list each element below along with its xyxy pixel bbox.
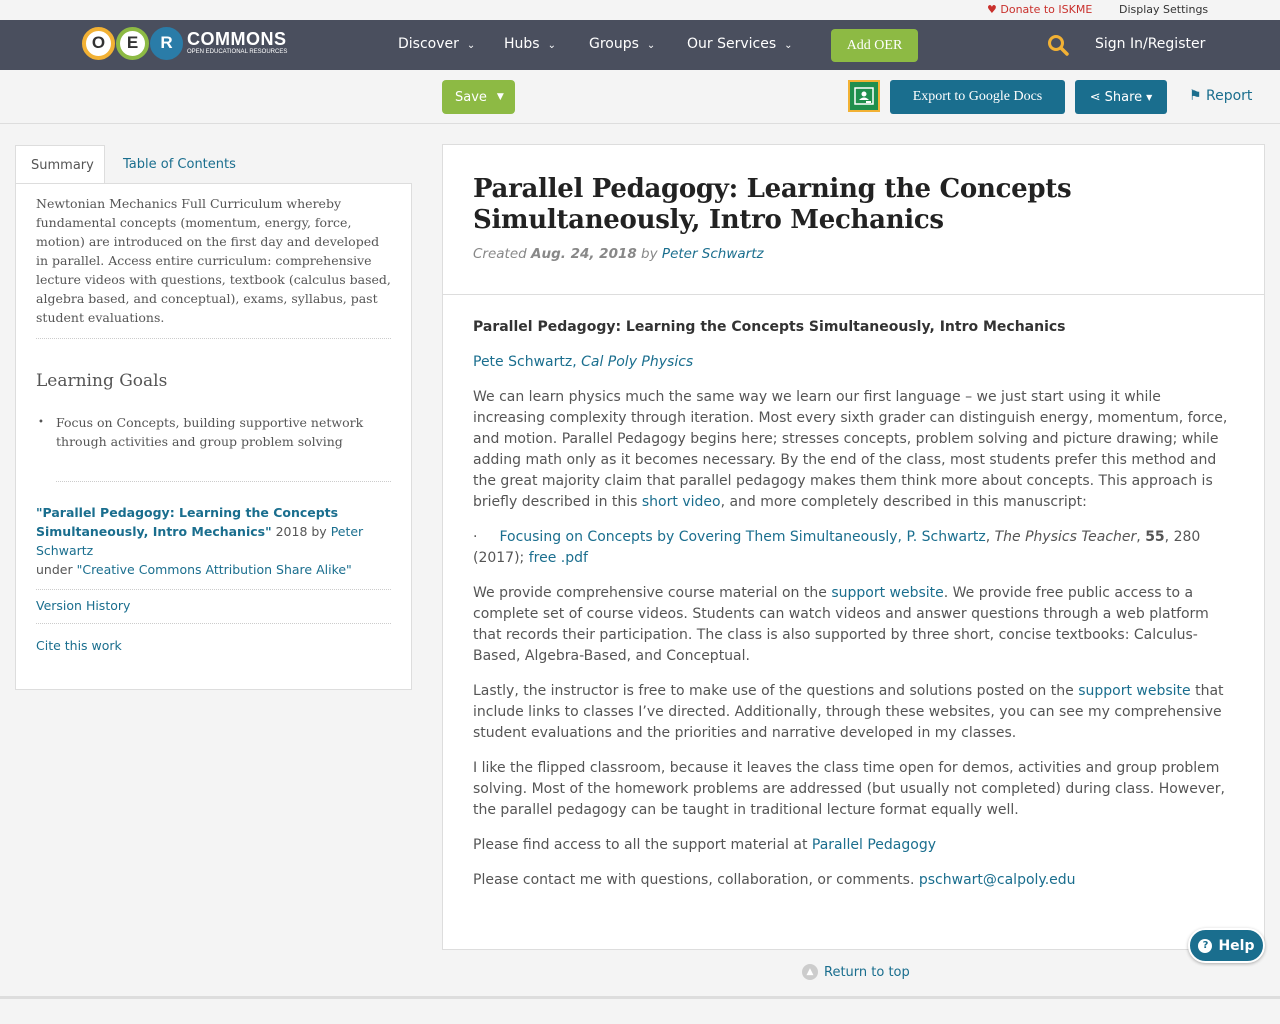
parallel-pedagogy-link[interactable]: Parallel Pedagogy — [811, 837, 936, 853]
share-icon: ⋖ — [1089, 89, 1101, 105]
help-button[interactable]: ? Help — [1188, 928, 1265, 963]
logo-letter-e: E — [116, 27, 149, 60]
google-classroom-icon — [854, 86, 874, 106]
learning-goals-heading: Learning Goals — [36, 371, 168, 391]
author-line: Pete Schwartz, Cal Poly Physics — [473, 354, 694, 370]
paragraph-course-material: We provide comprehensive course material on the support website. We provide free public access to a complete set of course videos. Students can watch videos and answer questions through a web platform that records their participation. The class is also supported by three short, concise textbooks: Calculus-Based, Algebra-Based, and Conceptual. — [473, 585, 1209, 664]
logo-letter-o: O — [82, 27, 115, 60]
resource-body — [443, 295, 1264, 891]
email-link[interactable]: pschwart@calpoly.edu — [918, 872, 1076, 888]
search-icon[interactable] — [1047, 34, 1069, 56]
main-navbar — [0, 20, 1280, 70]
export-google-docs-button[interactable]: Export to Google Docs — [890, 80, 1065, 114]
created-date: Aug. 24, 2018 — [531, 246, 637, 262]
free-pdf-link[interactable]: free .pdf — [528, 550, 588, 566]
body-heading: Parallel Pedagogy: Learning the Concepts Simultaneously, Intro Mechanics — [473, 319, 1066, 335]
author-name-link[interactable]: Pete Schwartz — [473, 354, 573, 370]
add-oer-button[interactable]: Add OER — [831, 29, 918, 62]
summary-panel — [15, 183, 412, 690]
display-settings-link[interactable]: Display Settings — [1119, 3, 1209, 16]
reference-item: · Focusing on Concepts by Covering Them Simultaneously, P. Schwartz, The Physics Teacher, 55, 280 (2017); free .pdf — [473, 529, 1201, 566]
chevron-down-icon: ⌄ — [466, 40, 476, 51]
chevron-down-icon: ⌄ — [784, 40, 793, 51]
page-title: Parallel Pedagogy: Learning the Concepts Simultaneously, Intro Mechanics — [473, 174, 1072, 235]
google-classroom-button[interactable] — [848, 80, 880, 112]
caret-down-icon: ▼ — [496, 92, 504, 102]
nav-groups[interactable]: Groups ⌄ — [589, 36, 656, 52]
nav-hubs[interactable]: Hubs ⌄ — [504, 36, 556, 52]
heart-icon: ♥ — [987, 3, 997, 16]
save-button[interactable]: Save ▼ — [442, 80, 515, 114]
paragraph-access: Please find access to all the support material at Parallel Pedagogy — [473, 837, 936, 853]
nav-our-services[interactable]: Our Services ⌄ — [687, 36, 793, 52]
caret-down-icon: ▼ — [1146, 92, 1153, 102]
return-to-top-link[interactable]: ▲ Return to top — [802, 964, 910, 980]
resource-toolbar — [0, 70, 1280, 124]
chevron-down-icon: ⌄ — [547, 40, 556, 51]
utility-bar — [0, 0, 1280, 20]
logo-wordmark: COMMONS OPEN EDUCATIONAL RESOURCES — [187, 29, 288, 55]
attribution: "Parallel Pedagogy: Learning the Concepts Simultaneously, Intro Mechanics" 2018 by Peter Schwartz under "Creative Commons Attribution Share Alike" — [36, 503, 391, 590]
sign-in-register-link[interactable]: Sign In/Register — [1095, 36, 1206, 52]
manuscript-link[interactable]: Focusing on Concepts by Covering Them Simultaneously, P. Schwartz — [499, 529, 986, 545]
affiliation-link[interactable]: Cal Poly Physics — [581, 354, 694, 370]
support-website-link-2[interactable]: support website — [1078, 683, 1191, 699]
report-link[interactable]: ⚑ Report — [1189, 88, 1253, 104]
share-button[interactable]: ⋖ Share ▼ — [1075, 80, 1167, 114]
author-link[interactable]: Peter Schwartz — [661, 246, 764, 262]
flag-icon: ⚑ — [1189, 88, 1202, 104]
paragraph-flipped: I like the flipped classroom, because it leaves the class time open for demos, activities and group problem solving. Most of the homework problems are addressed (but usually not completed) during class. However, the parallel pedagogy can be taught in traditional lecture format equally well. — [473, 760, 1225, 818]
learning-goal-item: • Focus on Concepts, building supportive network through activities and group problem solving — [56, 413, 391, 451]
license-link[interactable]: "Creative Commons Attribution Share Alike" — [76, 562, 352, 577]
tab-table-of-contents[interactable]: Table of Contents — [123, 157, 236, 172]
support-website-link[interactable]: support website — [831, 585, 944, 601]
attribution-title-link[interactable]: "Parallel Pedagogy: Learning the Concepts Simultaneously, Intro Mechanics" — [36, 505, 339, 539]
created-line: Created Aug. 24, 2018 by Peter Schwartz — [473, 246, 764, 262]
chevron-up-icon: ▲ — [802, 964, 818, 980]
paragraph-intro: We can learn physics much the same way we learn our first language – we just start using it while increasing complexity through iteration. Most every sixth grader can distinguish energy, momentum, force, and motion. Parallel Pedagogy begins here; stresses concepts, problem solving and picture drawing; while adding math only as it becomes necessary. By the end of the class, most students prefer this method and the great majority claim that parallel pedagogy makes them think more about concepts. This approach is briefly described in this short video, and more completely described in this manuscript: — [473, 389, 1228, 510]
version-history-link[interactable]: Version History — [36, 598, 131, 613]
short-video-link[interactable]: short video — [641, 494, 721, 510]
attribution-author-link[interactable]: Peter Schwartz — [36, 524, 364, 558]
cite-this-work-link[interactable]: Cite this work — [36, 638, 122, 653]
chevron-down-icon: ⌄ — [646, 40, 656, 51]
footer-divider — [0, 996, 1280, 999]
oer-commons-logo[interactable] — [82, 25, 287, 61]
resource-summary: Newtonian Mechanics Full Curriculum whereby fundamental concepts (momentum, energy, force, motion) are introduced on the first day and developed in parallel. Access entire curriculum: comprehensive lecture videos with questions, textbook (calculus based, algebra based, and conceptual), exams, syllabus, past student evaluations. — [36, 194, 391, 339]
nav-discover[interactable]: Discover ⌄ — [398, 36, 476, 52]
tab-summary[interactable]: Summary — [15, 145, 105, 184]
logo-letter-r: R — [150, 27, 183, 60]
learning-goals-list — [56, 413, 391, 482]
resource-header — [443, 145, 1264, 295]
donate-link[interactable]: ♥ Donate to ISKME — [987, 3, 1093, 16]
question-icon: ? — [1198, 939, 1212, 953]
paragraph-instructor: Lastly, the instructor is free to make use of the questions and solutions posted on the support website that include links to classes I’ve directed. Additionally, through these websites, you can see my comprehensive student evaluations and the priorities and narrative developed in my classes. — [473, 683, 1224, 741]
paragraph-contact: Please contact me with questions, collaboration, or comments. pschwart@calpoly.edu — [473, 872, 1076, 888]
resource-content — [442, 144, 1265, 950]
